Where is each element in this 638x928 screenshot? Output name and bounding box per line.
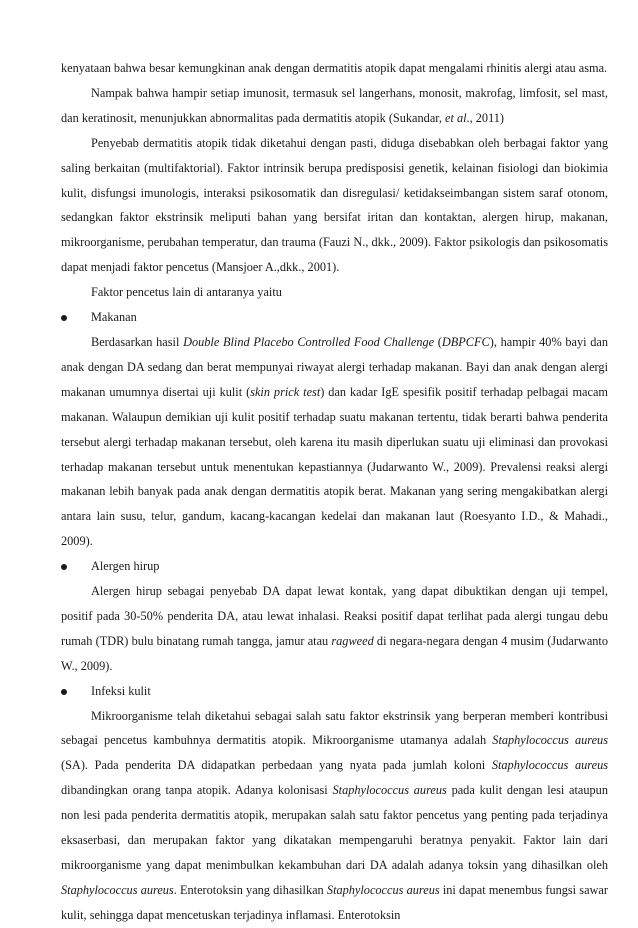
paragraph-skin-infection: Mikroorganisme telah diketahui sebagai salah satu faktor ekstrinsik yang berperan memberi kontribusi sebagai pencetus kambuhnya dermatitis atopik. Mikroorganisme utamanya adalah Staphylococcus aureus (SA). Pada penderita DA didapatkan perbedaan yang nyata pada jumlah koloni Staphylococcus aureus dibandingkan orang tanpa atopik. Adanya kolonisasi Staphylococcus aureus pada kulit dengan lesi ataupun non lesi pada penderita dermatitis atopik, merupakan salah satu faktor pencetus yang penting pada terjadinya eksaserbasi, dan merupakan faktor yang dikatakan mempengaruhi beratnya penyakit. Faktor lain dari mikroorganisme yang dapat menimbulkan kekambuhan dari DA adalah adanya toksin yang dihasilkan oleh Staphylococcus aureus. Enterotoksin yang dihasilkan Staphylococcus aureus ini dapat menembus fungsi sawar kulit, sehingga dapat mencetuskan terjadinya inflamasi. Enterotoksin <box>61 708 608 922</box>
paragraph-food: Berdasarkan hasil Double Blind Placebo Controlled Food Challenge (DBPCFC), hampir 40% bayi dan anak dengan DA sedang dan berat mempunyai riwayat alergi terhadap makanan. Bayi dan anak dengan alergi makanan umumnya disertai uji kulit (skin prick test) dan kadar IgE spesifik positif terhadap pelbagai macam makanan. Walaupun demikian uji kulit positif terhadap suatu makanan tertentu, tidak berarti bahwa penderita tersebut alergi terhadap makanan tersebut, oleh karena itu masih diperlukan suatu uji eliminasi dan provokasi terhadap makanan tersebut untuk menentukan kepastiannya (Judarwanto W., 2009). Prevalensi reaksi alergi makanan lebih banyak pada anak dengan dermatitis atopik berat. Makanan yang sering mengakibatkan alergi antara lain susu, telur, gandum, kacang-kacangan kedelai dan makanan laut (Roesyanto I.D., & Mahadi., 2009). <box>61 334 609 549</box>
bullet-icon <box>61 689 67 695</box>
paragraph-causes: Penyebab dermatitis atopik tidak diketahui dengan pasti, diduga disebabkan oleh berbagai faktor yang saling berkaitan (multifaktorial). Faktor intrinsik berupa predisposisi genetik, kelainan fisiologi dan biokimia kulit, disfungsi imunologis, interaksi psikosomatik dan disregulasi/ ketidakseimbangan sistem saraf otonom, sedangkan faktor ekstrinsik meliputi bahan yang bersifat iritan dan kontaktan, alergen hirup, makanan, mikroorganisme, perubahan temperatur, dan trauma (Fauzi N., dkk., 2009). Faktor psikologis dan psikosomatis dapat menjadi faktor pencetus (Mansjoer A.,dkk., 2001). <box>61 135 608 275</box>
bullet-icon <box>61 315 67 321</box>
bullet-item-skin-infection: Infeksi kulit <box>61 679 608 704</box>
bullet-item-inhaled-allergen: Alergen hirup <box>61 554 608 579</box>
paragraph-immunocytes: Nampak bahwa hampir setiap imunosit, termasuk sel langerhans, monosit, makrofag, limfosit, sel mast, dan keratinosit, menunjukkan abnormalitas pada dermatitis atopik (Sukandar, et al., 2011) <box>61 85 608 125</box>
paragraph-trigger-intro: Faktor pencetus lain di antaranya yaitu <box>91 285 282 300</box>
paragraph-inhaled-allergen: Alergen hirup sebagai penyebab DA dapat lewat kontak, yang dapat dibuktikan dengan uji tempel, positif pada 30-50% penderita DA, atau lewat inhalasi. Reaksi positif dapat terlihat pada alergi tungau debu rumah (TDR) bulu binatang rumah tangga, jamur atau ragweed di negara-negara dengan 4 musim (Judarwanto W., 2009). <box>61 584 608 673</box>
bullet-icon <box>61 564 67 570</box>
bullet-item-food: Makanan <box>61 305 608 330</box>
paragraph-continuation: kenyataan bahwa besar kemungkinan anak dengan dermatitis atopik dapat mengalami rhinitis alergi atau asma. <box>61 61 608 75</box>
